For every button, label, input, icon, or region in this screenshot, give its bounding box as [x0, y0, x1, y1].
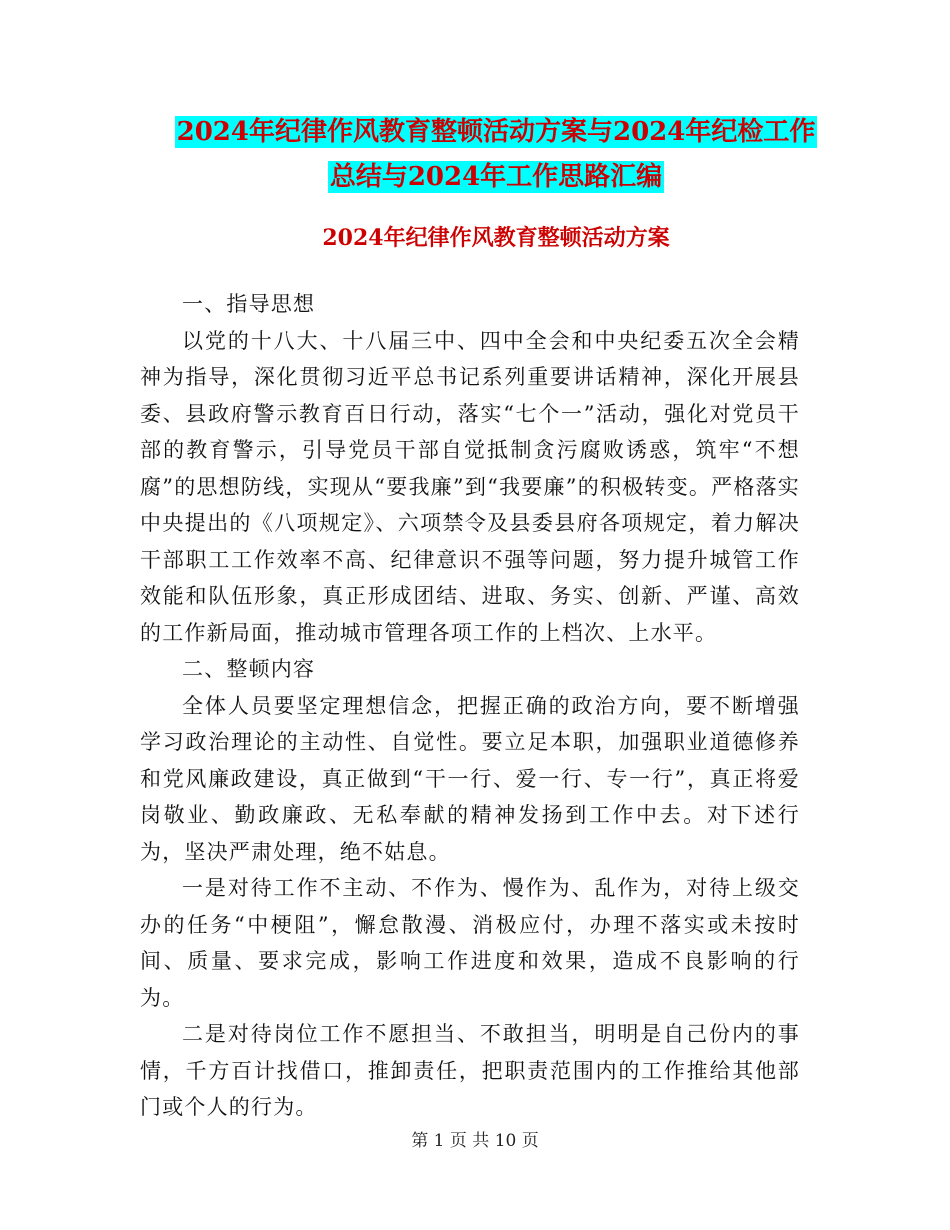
document-title-line-2: 总结与2024年工作思路汇编	[329, 162, 663, 192]
document-title-line-1: 2024年纪律作风教育整顿活动方案与2024年纪检工作	[176, 117, 816, 147]
paragraph: 一是对待工作不主动、不作为、慢作为、乱作为，对待上级交办的任务“中梗阻”，懈怠散漫、消极应付，办理不落实或未按时间、质量、要求完成，影响工作进度和效果，造成不良影响的行为。	[140, 876, 800, 1010]
section-title: 2024年纪律作风教育整顿活动方案	[322, 225, 670, 251]
heading-rectification-content: 二、整顿内容	[182, 657, 316, 681]
paragraph: 二是对待岗位工作不愿担当、不敢担当，明明是自己份内的事情，千方百计找借口，推卸责任，把职责范围内的工作推给其他部门或个人的行为。	[140, 1022, 800, 1119]
page-footer: 第 1 页 共 10 页	[411, 1131, 539, 1151]
paragraph: 全体人员要坚定理想信念，把握正确的政治方向，要不断增强学习政治理论的主动性、自觉性。要立足本职，加强职业道德修养和党风廉政建设，真正做到“干一行、爱一行、专一行”，真正将爱岗敬业、勤政廉政、无私奉献的精神发扬到工作中去。对下述行为，坚决严肃处理，绝不姑息。	[140, 693, 800, 864]
heading-guiding-thought: 一、指导思想	[182, 292, 316, 316]
paragraph: 以党的十八大、十八届三中、四中全会和中央纪委五次全会精神为指导，深化贯彻习近平总书记系列重要讲话精神，深化开展县委、县政府警示教育百日行动，落实“七个一”活动，强化对党员干部的教育警示，引导党员干部自觉抵制贪污腐败诱惑，筑牢“不想腐”的思想防线，实现从“要我廉”到“我要廉”的积极转变。严格落实中央提出的《八项规定》、六项禁令及县委县府各项规定，着力解决干部职工工作效率不高、纪律意识不强等问题，努力提升城管工作效能和队伍形象，真正形成团结、进取、务实、创新、严谨、高效的工作新局面，推动城市管理各项工作的上档次、上水平。	[140, 328, 800, 645]
document-body	[140, 286, 800, 1126]
document-title	[140, 110, 852, 200]
